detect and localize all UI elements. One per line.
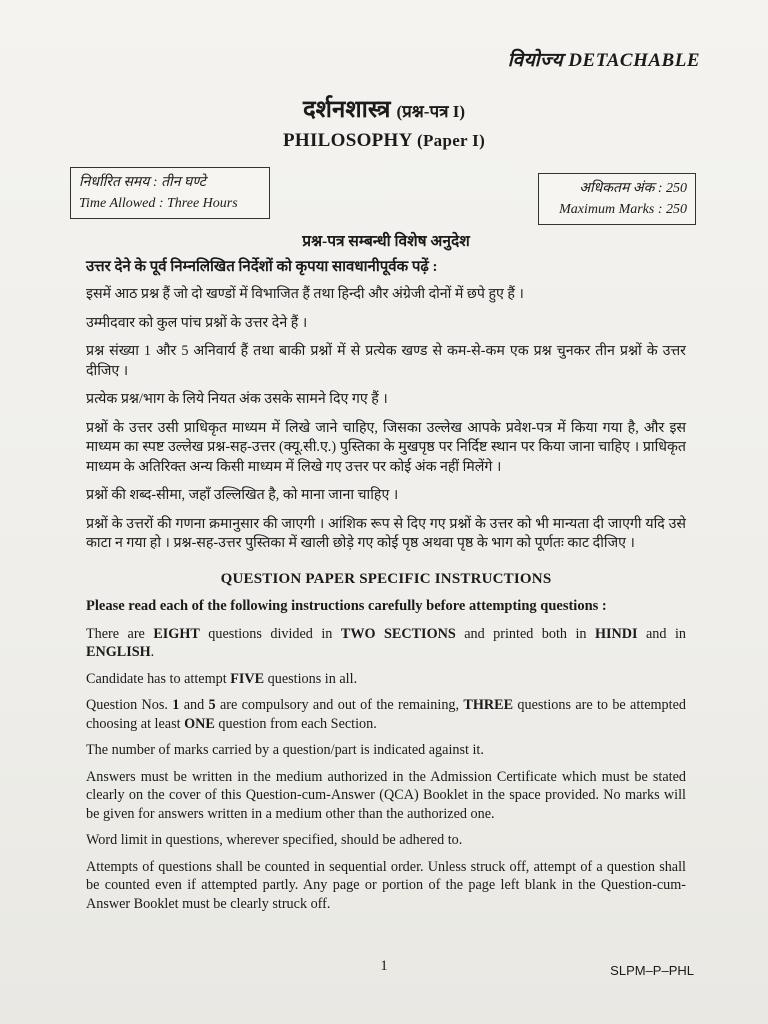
english-instructions-heading: QUESTION PAPER SPECIFIC INSTRUCTIONS <box>220 570 552 587</box>
hindi-instructions-heading: प्रश्न-पत्र सम्बन्धी विशेष अनुदेश <box>302 233 470 250</box>
english-instruction-6: Word limit in questions, wherever specified, should be adhered to. <box>86 832 463 848</box>
english-instruction-5: Answers must be written in the medium authorized in the Admission Certificate which must be stated clearly on the cover of this Question-cum-Answer (QCA) Booklet in the space provided. No marks will be given for answers written in a medium other than the authorized one. <box>86 768 686 822</box>
hindi-instruction-1: इसमें आठ प्रश्न हैं जो दो खण्डों में विभाजित हैं तथा हिन्दी और अंग्रेजी दोनों में छपे हुए हैं । <box>86 286 524 302</box>
title-english-main: PHILOSOPHY <box>282 130 412 151</box>
hindi-instruction-7: प्रश्नों के उत्तरों की गणना क्रमानुसार की जाएगी । आंशिक रूप से दिए गए प्रश्नों के उत्तर को भी मान्यता दी जाएगी यदि उसे काटा न गया हो । प्रश्न-सह-उत्तर पुस्तिका में खाली छोड़े गए कोई पृष्ठ अथवा पृष्ठ के भाग को पूर्णतः काट दीजिए । <box>86 515 686 551</box>
page-number: 1 <box>380 958 388 974</box>
maximum-marks-english: Maximum Marks : 250 <box>559 202 687 217</box>
english-instruction-4: The number of marks carried by a question/part is indicated against it. <box>86 742 484 758</box>
hindi-instruction-6: प्रश्नों की शब्द-सीमा, जहाँ उल्लिखित है, को माना जाना चाहिए । <box>86 487 399 503</box>
title-hindi-sub: (प्रश्न-पत्र I) <box>396 102 466 121</box>
time-allowed-box <box>70 167 270 219</box>
english-instruction-2: Candidate has to attempt FIVE questions in all. <box>86 670 358 687</box>
title-english <box>0 130 768 152</box>
time-allowed-english: Time Allowed : Three Hours <box>79 196 238 211</box>
detachable-label: वियोज्य DETACHABLE <box>507 50 700 71</box>
hindi-instruction-3: प्रश्न संख्या 1 और 5 अनिवार्य हैं तथा बाकी प्रश्नों में से प्रत्येक खण्ड से कम-से-कम एक प्रश्न चुनकर तीन प्रश्नों के उत्तर दीजिए । <box>86 343 686 379</box>
hindi-instruction-4: प्रत्येक प्रश्न/भाग के लिये नियत अंक उसके सामने दिए गए हैं । <box>86 391 388 407</box>
hindi-instruction-5: प्रश्नों के उत्तर उसी प्राधिकृत माध्यम में लिखे जाने चाहिए, जिसका उल्लेख आपके प्रवेश-पत्र में किया गया है, और इस माध्यम का स्पष्ट उल्लेख प्रश्न-सह-उत्तर (क्यू.सी.ए.) पुस्तिका के मुखपृष्ठ पर निर्दिष्ट स्थान पर किया जाना चाहिए । प्राधिकृत माध्यम के अतिरिक्त अन्य किसी माध्यम में लिखे गए उत्तर पर कोई अंक नहीं मिलेंगे । <box>86 419 686 475</box>
time-allowed-hindi: निर्धारित समय : तीन घण्टे <box>79 175 206 190</box>
english-instruction-1: There are EIGHT questions divided in TWO SECTIONS and printed both in HINDI and in ENGLISH. <box>86 625 686 660</box>
title-hindi-main: दर्शनशास्त्र <box>302 97 391 123</box>
english-instruction-3: Question Nos. 1 and 5 are compulsory and out of the remaining, THREE questions are to be attempted choosing at least ONE question from each Section. <box>86 697 686 732</box>
maximum-marks-box <box>538 173 696 225</box>
paper-code: SLPM–P–PHL <box>610 963 694 978</box>
title-english-sub: (Paper I) <box>417 131 486 150</box>
title-hindi <box>0 92 768 125</box>
maximum-marks-hindi: अधिकतम अंक : 250 <box>579 181 687 196</box>
english-instruction-7: Attempts of questions shall be counted in sequential order. Unless struck off, attempt of a question shall be counted even if attempted partly. Any page or portion of the page left blank in the Question-cum-Answer Booklet must be clearly struck off. <box>86 858 686 912</box>
english-instructions-lead: Please read each of the following instructions carefully before attempting questions : <box>86 598 607 614</box>
hindi-instruction-2: उम्मीदवार को कुल पांच प्रश्नों के उत्तर देने हैं । <box>86 314 308 331</box>
hindi-instructions-lead: उत्तर देने के पूर्व निम्नलिखित निर्देशों को कृपया सावधानीपूर्वक पढ़ें : <box>86 258 438 275</box>
instructions-content <box>86 232 686 921</box>
